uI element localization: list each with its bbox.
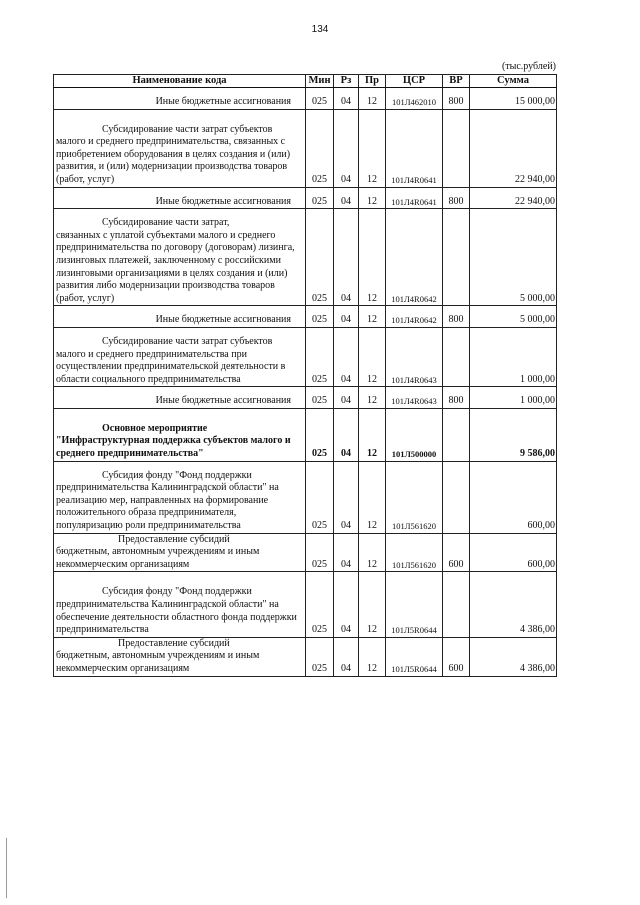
header-min: Мин xyxy=(306,75,334,88)
row-pr: 12 xyxy=(359,423,386,461)
row-pr: 12 xyxy=(359,533,386,572)
table-row xyxy=(54,586,557,637)
row-name-first: Субсидия фонду "Фонд поддержки xyxy=(102,586,252,598)
row-rz: 04 xyxy=(334,124,359,187)
row-name xyxy=(54,637,306,676)
row-vr: 800 xyxy=(443,314,470,327)
header-sum: Сумма xyxy=(470,75,557,88)
row-name-rest: малого и среднего предпринимательства, связанных с приобретением оборудования в целях создания и (или) развития, и (или) модернизации производства товаров (работ, услуг) xyxy=(56,136,291,185)
row-min: 025 xyxy=(306,395,334,408)
row-csr: 101Л5R0644 xyxy=(386,586,443,637)
row-csr: 101Л4R0641 xyxy=(386,124,443,187)
row-pr: 12 xyxy=(359,336,386,387)
row-name xyxy=(54,533,306,572)
table-row xyxy=(54,336,557,387)
row-sum: 15 000,00 xyxy=(470,96,557,109)
table-row xyxy=(54,533,557,572)
table-row xyxy=(54,96,557,109)
row-csr: 101Л4R0642 xyxy=(386,217,443,306)
row-rz: 04 xyxy=(334,314,359,327)
row-vr xyxy=(443,336,470,387)
row-name-rest: бюджетным, автономным учреждениям и иным некоммерческим организациям xyxy=(56,650,260,674)
row-name-first: Субсидия фонду "Фонд поддержки xyxy=(102,469,252,481)
row-sum: 5 000,00 xyxy=(470,217,557,306)
row-pr: 12 xyxy=(359,124,386,187)
header-vr: ВР xyxy=(443,75,470,88)
header-name: Наименование кода xyxy=(54,75,306,88)
row-sum: 22 940,00 xyxy=(470,196,557,209)
row-rz: 04 xyxy=(334,96,359,109)
table-row xyxy=(54,470,557,533)
row-sum: 1 000,00 xyxy=(470,336,557,387)
table-row xyxy=(54,124,557,187)
row-min: 025 xyxy=(306,336,334,387)
row-name-rest: предпринимательства Калининградской области" на обеспечение деятельности областного фонда поддержки предпринимательства xyxy=(56,599,297,636)
row-pr: 12 xyxy=(359,586,386,637)
budget-table xyxy=(53,74,557,677)
row-min: 025 xyxy=(306,470,334,533)
row-name: Иные бюджетные ассигнования xyxy=(54,96,306,109)
header-csr: ЦСР xyxy=(386,75,443,88)
row-vr xyxy=(443,217,470,306)
row-min: 025 xyxy=(306,96,334,109)
row-rz: 04 xyxy=(334,470,359,533)
row-rz: 04 xyxy=(334,336,359,387)
row-rz: 04 xyxy=(334,217,359,306)
page-number: 134 xyxy=(311,24,329,35)
row-csr: 101Л5R0644 xyxy=(386,637,443,676)
row-name-first: Предоставление субсидий xyxy=(118,637,230,649)
row-csr: 101Л4R0642 xyxy=(386,314,443,327)
row-vr xyxy=(443,586,470,637)
row-pr: 12 xyxy=(359,196,386,209)
row-name xyxy=(54,586,306,637)
header-rz: Рз xyxy=(334,75,359,88)
row-pr: 12 xyxy=(359,96,386,109)
row-pr: 12 xyxy=(359,637,386,676)
table-row xyxy=(54,217,557,306)
row-name: Иные бюджетные ассигнования xyxy=(54,196,306,209)
row-rz: 04 xyxy=(334,395,359,408)
row-name-rest: связанных с уплатой субъектами малого и среднего предпринимательства по договору (договорам) лизинга, лизинговых платежей, заключенному с российскими лизинговыми организациями в целях создания и (или) развития либо модернизации производства товаров (работ, услуг) xyxy=(56,229,295,304)
row-sum: 9 586,00 xyxy=(470,423,557,461)
row-name-first: Субсидирование части затрат субъектов xyxy=(102,335,273,347)
row-rz: 04 xyxy=(334,533,359,572)
row-sum: 600,00 xyxy=(470,470,557,533)
table-row xyxy=(54,637,557,676)
scan-edge-line xyxy=(6,838,7,898)
row-sum: 5 000,00 xyxy=(470,314,557,327)
table-row xyxy=(54,314,557,327)
row-name xyxy=(54,470,306,533)
row-name: Иные бюджетные ассигнования xyxy=(54,395,306,408)
row-name xyxy=(54,124,306,187)
row-name xyxy=(54,423,306,461)
row-pr: 12 xyxy=(359,217,386,306)
row-pr: 12 xyxy=(359,395,386,408)
row-csr: 101Л4R0643 xyxy=(386,395,443,408)
row-vr: 600 xyxy=(443,533,470,572)
row-pr: 12 xyxy=(359,470,386,533)
row-rz: 04 xyxy=(334,196,359,209)
row-min: 025 xyxy=(306,423,334,461)
row-min: 025 xyxy=(306,586,334,637)
row-vr xyxy=(443,423,470,461)
row-min: 025 xyxy=(306,533,334,572)
row-vr: 600 xyxy=(443,637,470,676)
row-name: Иные бюджетные ассигнования xyxy=(54,314,306,327)
row-name-first: Предоставление субсидий xyxy=(118,533,230,545)
row-name-rest: бюджетным, автономным учреждениям и иным некоммерческим организациям xyxy=(56,546,260,570)
row-csr: 101Л462010 xyxy=(386,96,443,109)
row-name-rest: "Инфраструктурная поддержка субъектов малого и среднего предпринимательства" xyxy=(56,435,291,460)
row-sum: 600,00 xyxy=(470,533,557,572)
row-name-rest: предпринимательства Калининградской области" на реализацию мер, направленных на формирование положительного образа предпринимателя, популяризацию роли предпринимательства xyxy=(56,482,279,532)
row-name-rest: малого и среднего предпринимательства при осуществлении предпринимательской деятельности в области социального предпринимательства xyxy=(56,348,286,385)
row-min: 025 xyxy=(306,217,334,306)
row-vr xyxy=(443,470,470,533)
row-csr: 101Л4R0643 xyxy=(386,336,443,387)
row-sum: 1 000,00 xyxy=(470,395,557,408)
row-rz: 04 xyxy=(334,586,359,637)
row-rz: 04 xyxy=(334,423,359,461)
table-header-row xyxy=(54,75,557,88)
row-name xyxy=(54,217,306,306)
row-min: 025 xyxy=(306,196,334,209)
row-sum: 4 386,00 xyxy=(470,637,557,676)
row-min: 025 xyxy=(306,637,334,676)
row-pr: 12 xyxy=(359,314,386,327)
row-name xyxy=(54,336,306,387)
table-row xyxy=(54,196,557,209)
row-csr: 101Л561620 xyxy=(386,533,443,572)
row-name-first: Субсидирование части затрат субъектов xyxy=(102,123,273,135)
row-sum: 4 386,00 xyxy=(470,586,557,637)
row-name-first: Субсидирование части затрат, xyxy=(102,217,230,229)
row-rz: 04 xyxy=(334,637,359,676)
row-csr: 101Л500000 xyxy=(386,423,443,461)
row-min: 025 xyxy=(306,314,334,327)
row-name-first: Основное мероприятие xyxy=(102,422,208,434)
row-min: 025 xyxy=(306,124,334,187)
row-csr: 101Л561620 xyxy=(386,470,443,533)
table-row xyxy=(54,423,557,461)
header-pr: Пр xyxy=(359,75,386,88)
row-vr: 800 xyxy=(443,196,470,209)
row-vr: 800 xyxy=(443,96,470,109)
units-label: (тыс.рублей) xyxy=(501,61,556,72)
row-csr: 101Л4R0641 xyxy=(386,196,443,209)
row-vr: 800 xyxy=(443,395,470,408)
row-sum: 22 940,00 xyxy=(470,124,557,187)
table-row xyxy=(54,395,557,408)
row-vr xyxy=(443,124,470,187)
